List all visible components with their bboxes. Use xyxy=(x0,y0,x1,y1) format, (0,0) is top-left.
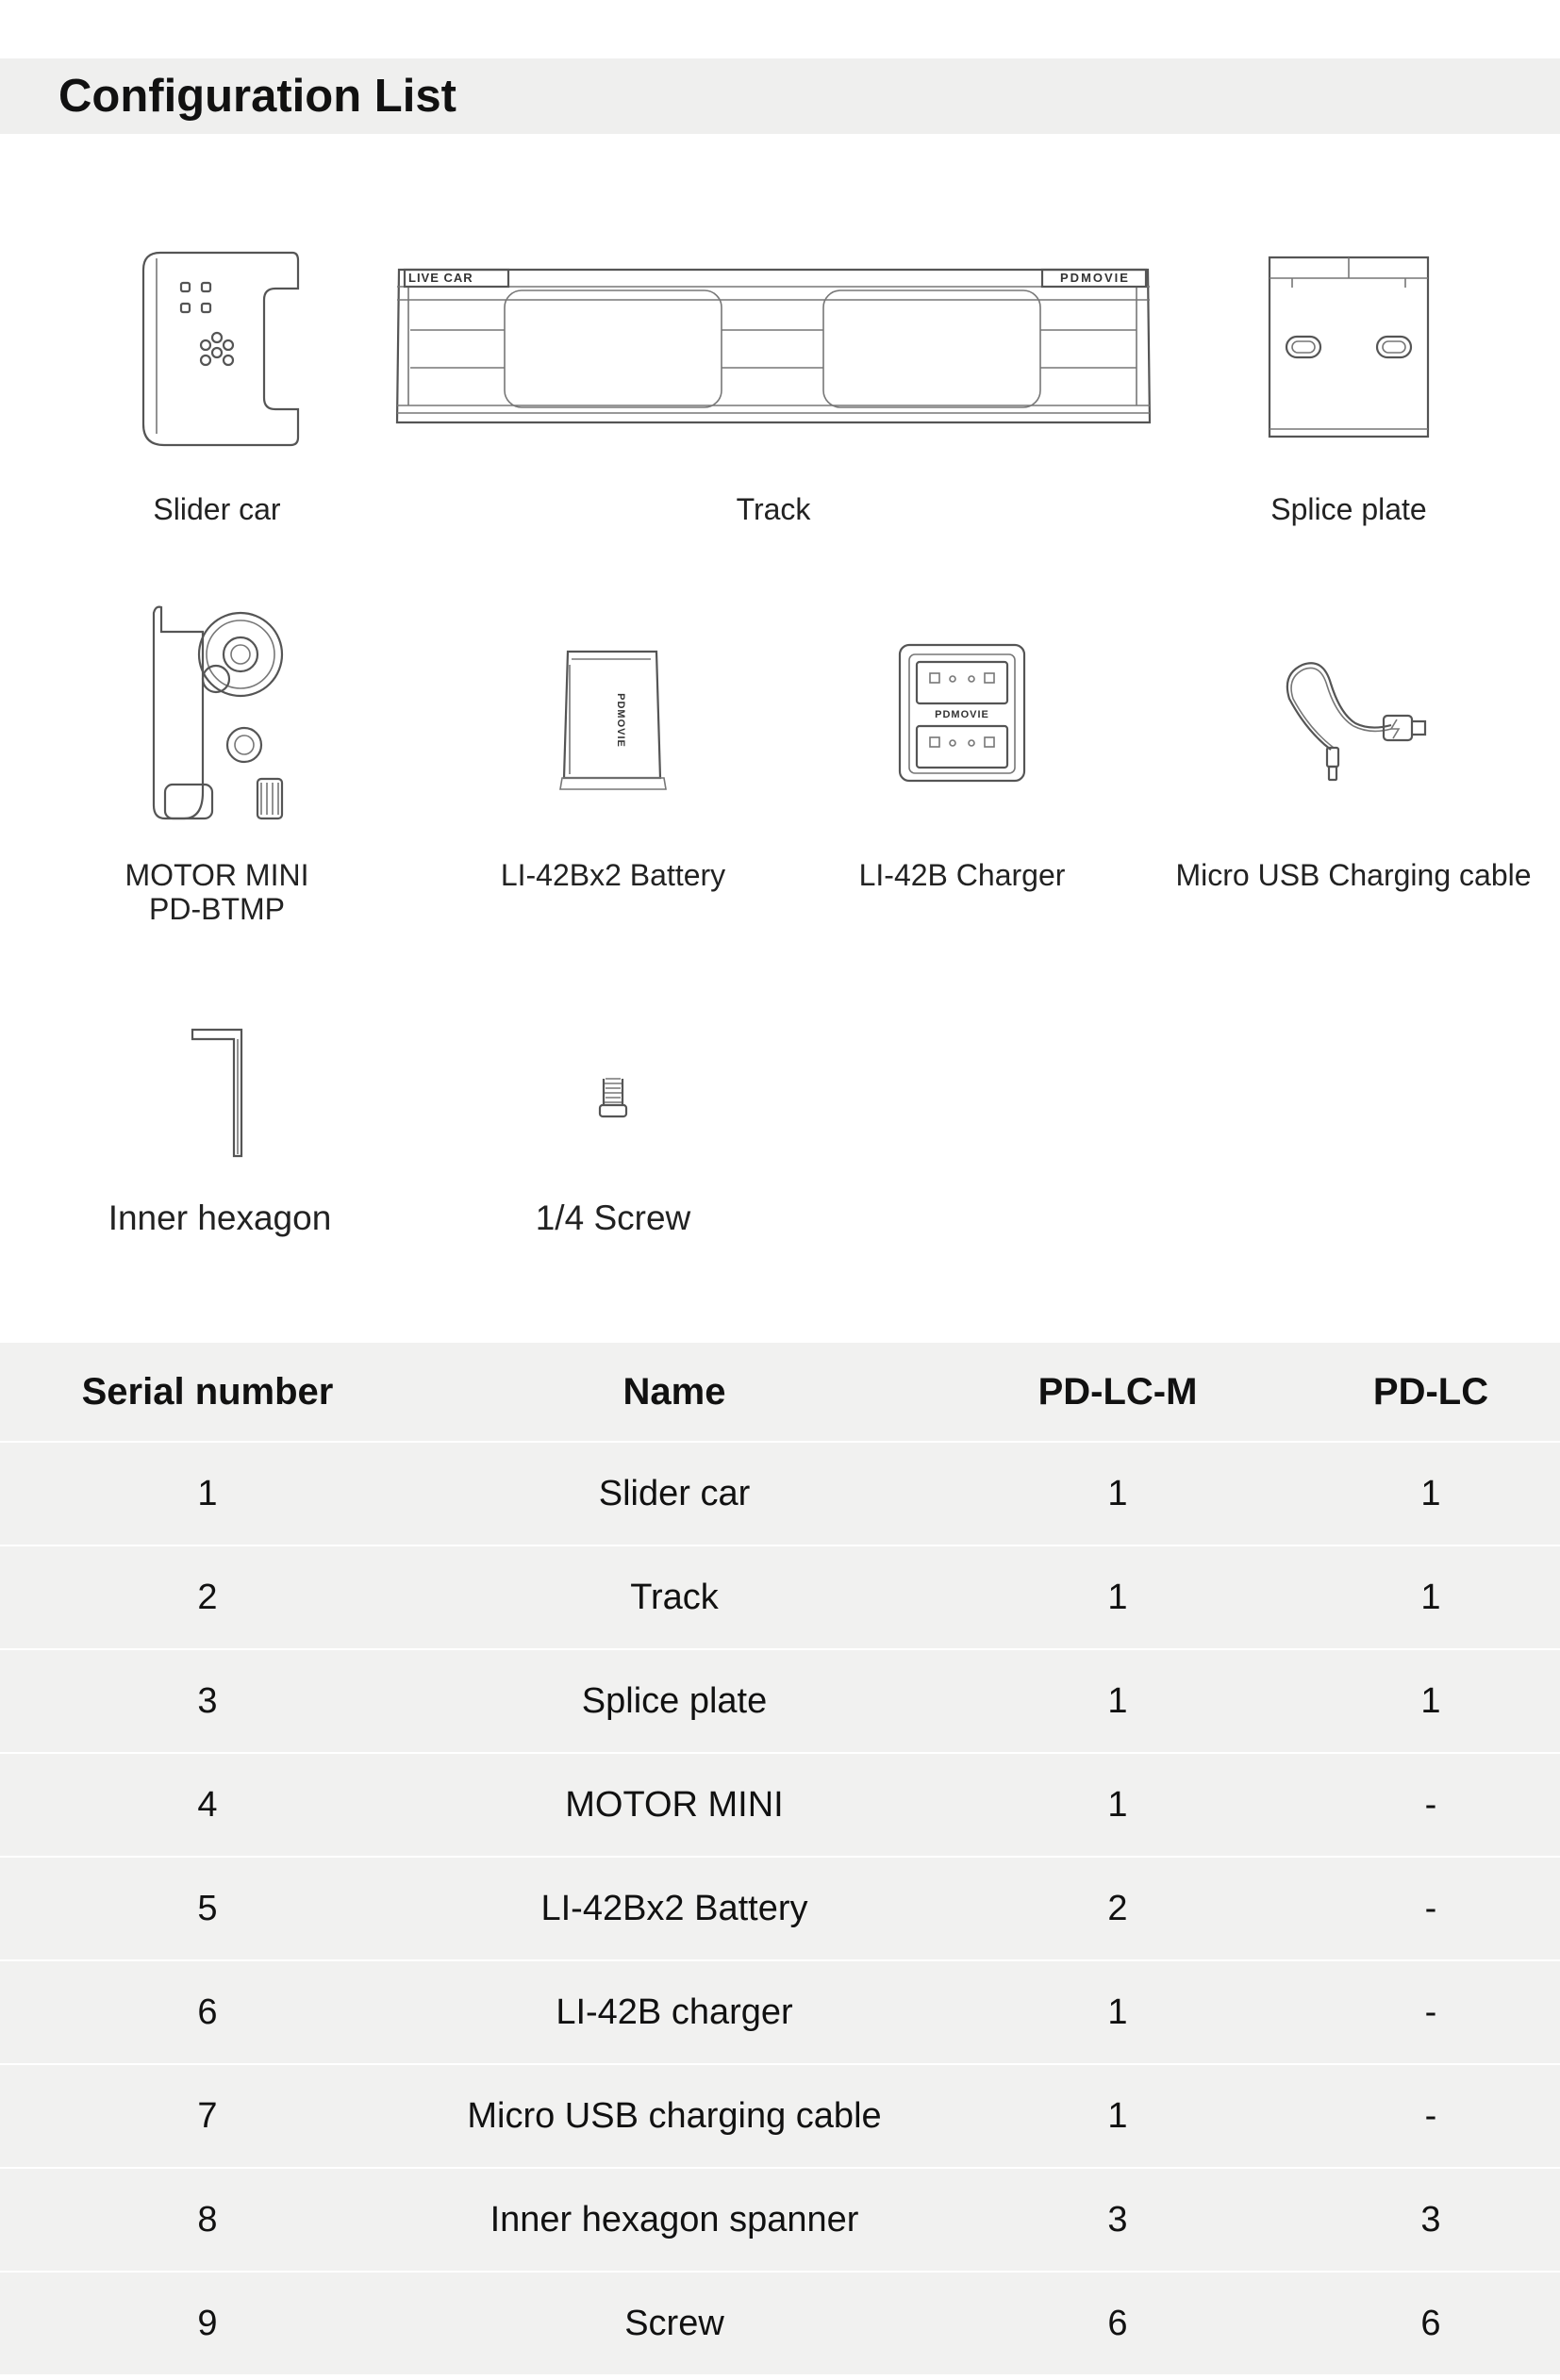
cell-serial: 3 xyxy=(0,1649,415,1753)
cell-pd-lc: 1 xyxy=(1302,1545,1560,1649)
table-row xyxy=(0,1857,1560,1960)
battery-icon xyxy=(556,646,670,797)
table-row xyxy=(0,1649,1560,1753)
header-pd-lc: PD-LC xyxy=(1302,1343,1560,1442)
item-label-battery: LI-42Bx2 Battery xyxy=(500,858,726,892)
item-usb-cable xyxy=(1175,655,1532,892)
cell-pd-lc-m: 6 xyxy=(934,2272,1302,2374)
cell-serial: 7 xyxy=(0,2064,415,2168)
cell-pd-lc: - xyxy=(1302,2064,1560,2168)
cell-pd-lc: - xyxy=(1302,1960,1560,2064)
item-label-screw: 1/4 Screw xyxy=(535,1198,691,1237)
cell-name: Inner hexagon spanner xyxy=(415,2168,934,2272)
table-row xyxy=(0,2272,1560,2374)
cell-pd-lc-m: 1 xyxy=(934,1649,1302,1753)
item-battery xyxy=(500,646,726,892)
item-label-splice-plate: Splice plate xyxy=(1270,492,1427,526)
cell-serial: 6 xyxy=(0,1960,415,2064)
item-label-charger: LI-42B Charger xyxy=(858,858,1066,892)
slider-car-icon xyxy=(132,245,302,453)
track-icon xyxy=(391,264,1155,429)
table-row xyxy=(0,1545,1560,1649)
usb-cable-icon xyxy=(1278,655,1429,787)
cell-name: Screw xyxy=(415,2272,934,2374)
item-hex-key xyxy=(108,1026,332,1237)
cell-pd-lc-m: 1 xyxy=(934,1960,1302,2064)
item-slider-car xyxy=(132,245,302,526)
cell-name: LI-42Bx2 Battery xyxy=(415,1857,934,1960)
table-row xyxy=(0,1442,1560,1545)
cell-name: Track xyxy=(415,1545,934,1649)
cell-serial: 9 xyxy=(0,2272,415,2374)
cell-name: Slider car xyxy=(415,1442,934,1545)
battery-mark: PDMOVIE xyxy=(615,693,626,748)
cell-pd-lc: 3 xyxy=(1302,2168,1560,2272)
screw-icon xyxy=(594,1075,632,1120)
cell-name: Micro USB charging cable xyxy=(415,2064,934,2168)
item-track xyxy=(391,264,1155,526)
cell-pd-lc-m: 1 xyxy=(934,1442,1302,1545)
cell-pd-lc: - xyxy=(1302,1857,1560,1960)
header-serial-number: Serial number xyxy=(0,1343,415,1442)
cell-pd-lc-m: 3 xyxy=(934,2168,1302,2272)
track-mark-brand: PDMOVIE xyxy=(1060,271,1130,285)
table-header-row xyxy=(0,1343,1560,1442)
cell-serial: 2 xyxy=(0,1545,415,1649)
item-label-track: Track xyxy=(736,492,811,526)
item-label-hex-key: Inner hexagon xyxy=(108,1198,332,1237)
cell-serial: 4 xyxy=(0,1753,415,1857)
item-screw xyxy=(535,1075,691,1237)
cell-serial: 5 xyxy=(0,1857,415,1960)
cell-name: Splice plate xyxy=(415,1649,934,1753)
cell-pd-lc-m: 1 xyxy=(934,1545,1302,1649)
cell-name: LI-42B charger xyxy=(415,1960,934,2064)
item-motor-mini xyxy=(124,603,309,926)
item-label-usb-cable: Micro USB Charging cable xyxy=(1175,858,1532,892)
header-pd-lc-m: PD-LC-M xyxy=(934,1343,1302,1442)
item-charger xyxy=(858,641,1066,892)
cell-pd-lc: 1 xyxy=(1302,1442,1560,1545)
hex-key-icon xyxy=(187,1026,253,1160)
cell-pd-lc: - xyxy=(1302,1753,1560,1857)
cell-pd-lc-m: 2 xyxy=(934,1857,1302,1960)
cell-pd-lc-m: 1 xyxy=(934,2064,1302,2168)
motor-mini-icon xyxy=(146,603,288,830)
item-label-slider-car: Slider car xyxy=(153,492,281,526)
motor-mini-name: MOTOR MINI xyxy=(124,858,309,892)
splice-plate-icon xyxy=(1264,250,1434,448)
item-splice-plate xyxy=(1264,250,1434,526)
configuration-table xyxy=(0,1343,1560,2374)
cell-serial: 8 xyxy=(0,2168,415,2272)
motor-mini-model: PD-BTMP xyxy=(149,892,285,926)
charger-mark: PDMOVIE xyxy=(935,709,989,720)
cell-pd-lc: 1 xyxy=(1302,1649,1560,1753)
table-row xyxy=(0,2064,1560,2168)
table-row xyxy=(0,1753,1560,1857)
cell-serial: 1 xyxy=(0,1442,415,1545)
header-name: Name xyxy=(415,1343,934,1442)
cell-pd-lc: 6 xyxy=(1302,2272,1560,2374)
item-label-motor-mini xyxy=(85,858,349,926)
table-row xyxy=(0,2168,1560,2272)
cell-name: MOTOR MINI xyxy=(415,1753,934,1857)
table-row xyxy=(0,1960,1560,2064)
page-title: Configuration List xyxy=(58,71,456,122)
cell-pd-lc-m: 1 xyxy=(934,1753,1302,1857)
track-mark-livecar: LIVE CAR xyxy=(408,271,473,285)
